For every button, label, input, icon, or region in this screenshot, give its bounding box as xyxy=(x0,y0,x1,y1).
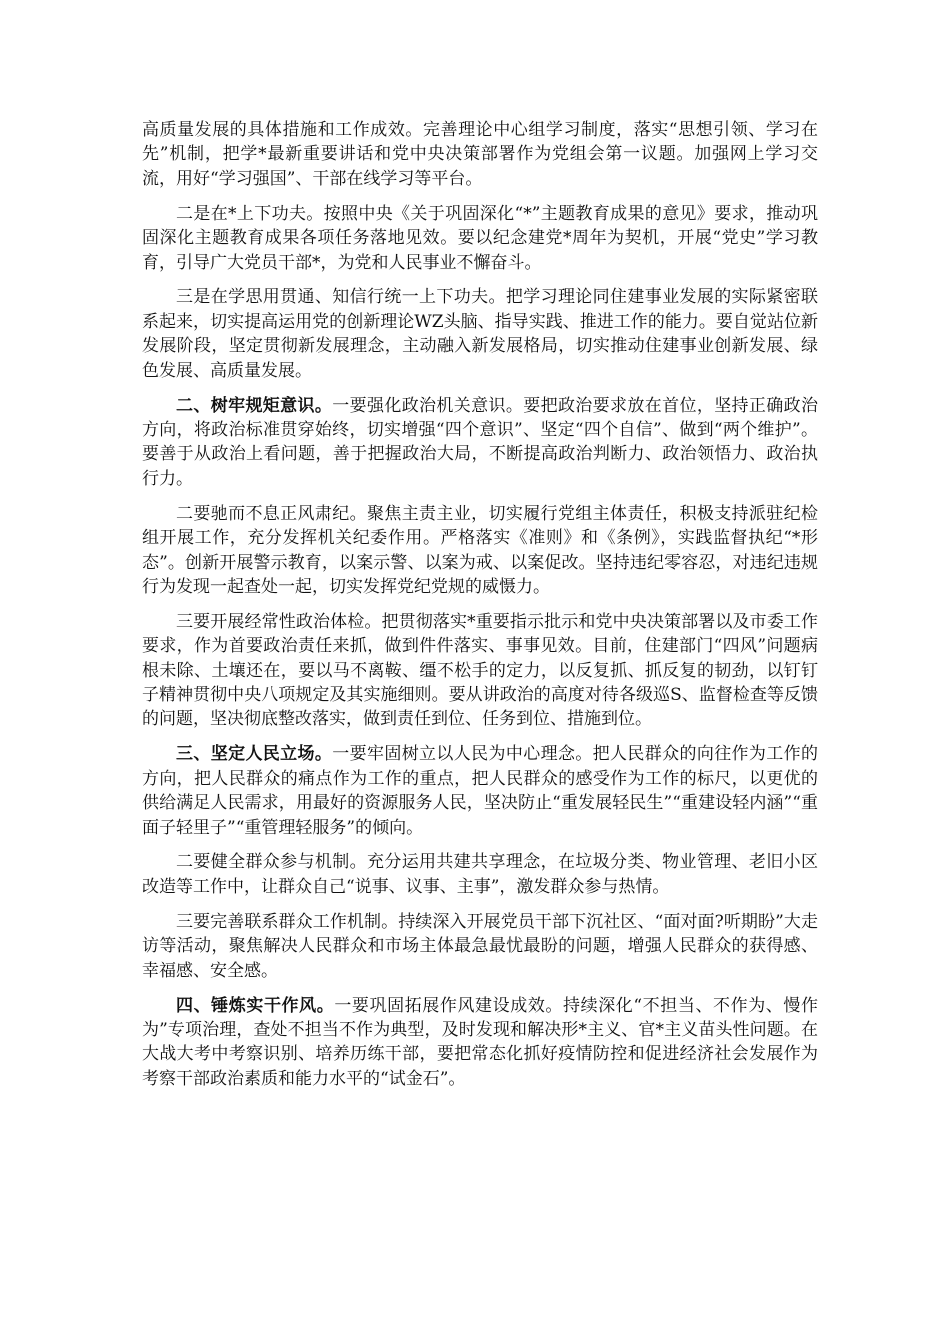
section-people-stance xyxy=(142,742,818,840)
paragraph-point-three xyxy=(142,285,818,383)
section-heading: 三、坚定人民立场。 xyxy=(176,744,333,765)
section-heading: 四、锤炼实干作风。 xyxy=(176,995,335,1016)
paragraph-discipline xyxy=(142,502,818,600)
paragraph-text: 一要巩固拓展作风建设成效。持续深化“不担当、不作为、慢作为”专项治理，查处不担当不作为典型，及时发现和解决形*主义、官*主义苗头性问题。在大战大考中考察识别、培养历练干部，要把常态化抓好疫情防控和促进经济社会发展作为考察干部政治素质和能力水平的“试金石”。 xyxy=(142,995,818,1089)
section-work-style xyxy=(142,994,818,1092)
section-rules-awareness xyxy=(142,394,818,492)
document-page xyxy=(142,118,818,1102)
paragraph-text: 三是在学思用贯通、知信行统一上下功夫。把学习理论同住建事业发展的实际紧密联系起来，切实提高运用党的创新理论WZ头脑、指导实践、推进工作的能力。要自觉站位新发展阶段，坚定贯彻新发展理念，主动融入新发展格局，切实推动住建事业创新发展、绿色发展、高质量发展。 xyxy=(142,287,818,381)
paragraph-study-system xyxy=(142,118,818,191)
paragraph-text: 一要强化政治机关意识。要把政治要求放在首位，坚持正确政治方向，将政治标准贯穿始终，切实增强“四个意识”、坚定“四个自信”、做到“两个维护”。要善于从政治上看问题，善于把握政治大局，不断提高政治判断力、政治领悟力、政治执行力。 xyxy=(142,395,818,489)
paragraph-political-checkup xyxy=(142,610,818,732)
paragraph-text: 高质量发展的具体措施和工作成效。完善理论中心组学习制度，落实“思想引领、学习在先”机制，把学*最新重要讲话和党中央决策部署作为党组会第一议题。加强网上学习交流，用好“学习强国”、干部在线学习等平台。 xyxy=(142,120,818,189)
paragraph-text: 二是在*上下功夫。按照中央《关于巩固深化“*”主题教育成果的意见》要求，推动巩固深化主题教育成果各项任务落地见效。要以纪念建党*周年为契机，开展“党史”学习教育，引导广大党员干部*，为党和人民事业不懈奋斗。 xyxy=(142,203,818,273)
paragraph-text: 三要完善联系群众工作机制。持续深入开展党员干部下沉社区、“面对面?听期盼”大走访等活动，聚焦解决人民群众和市场主体最急最忧最盼的问题，增强人民群众的获得感、幸福感、安全感。 xyxy=(142,911,818,981)
paragraph-public-participation xyxy=(142,850,818,899)
section-heading: 二、树牢规矩意识。 xyxy=(176,395,333,416)
paragraph-text: 二要驰而不息正风肃纪。聚焦主责主业，切实履行党组主体责任，积极支持派驻纪检组开展工作，充分发挥机关纪委作用。严格落实《准则》和《条例》，实践监督执纪“*形态”。创新开展警示教育，以案示警、以案为戒、以案促改。坚持违纪零容忍，对违纪违规行为发现一起查处一起，切实发挥党纪党规的威慑力。 xyxy=(142,503,818,597)
paragraph-contact-mechanism xyxy=(142,910,818,983)
paragraph-text: 三要开展经常性政治体检。把贯彻落实*重要指示批示和党中央决策部署以及市委工作要求，作为首要政治责任来抓，做到件件落实、事事见效。目前，住建部门“四风”问题病根未除、土壤还在，要以马不离鞍、缰不松手的定力，以反复抓、抓反复的韧劲，以钉钉子精神贯彻中央八项规定及其实施细则。要从讲政治的高度对待各级巡S、监督检查等反馈的问题，坚决彻底整改落实，做到责任到位、任务到位、措施到位。 xyxy=(142,611,818,730)
paragraph-point-two xyxy=(142,202,818,275)
paragraph-text: 一要牢固树立以人民为中心理念。把人民群众的向往作为工作的方向，把人民群众的痛点作为工作的重点，把人民群众的感受作为工作的标尺，以更优的供给满足人民需求，用最好的资源服务人民，坚决防止“重发展轻民生”“重建设轻内涵”“重面子轻里子”“重管理轻服务”的倾向。 xyxy=(142,744,818,838)
paragraph-text: 二要健全群众参与机制。充分运用共建共享理念，在垃圾分类、物业管理、老旧小区改造等工作中，让群众自己“说事、议事、主事”，激发群众参与热情。 xyxy=(142,852,818,897)
